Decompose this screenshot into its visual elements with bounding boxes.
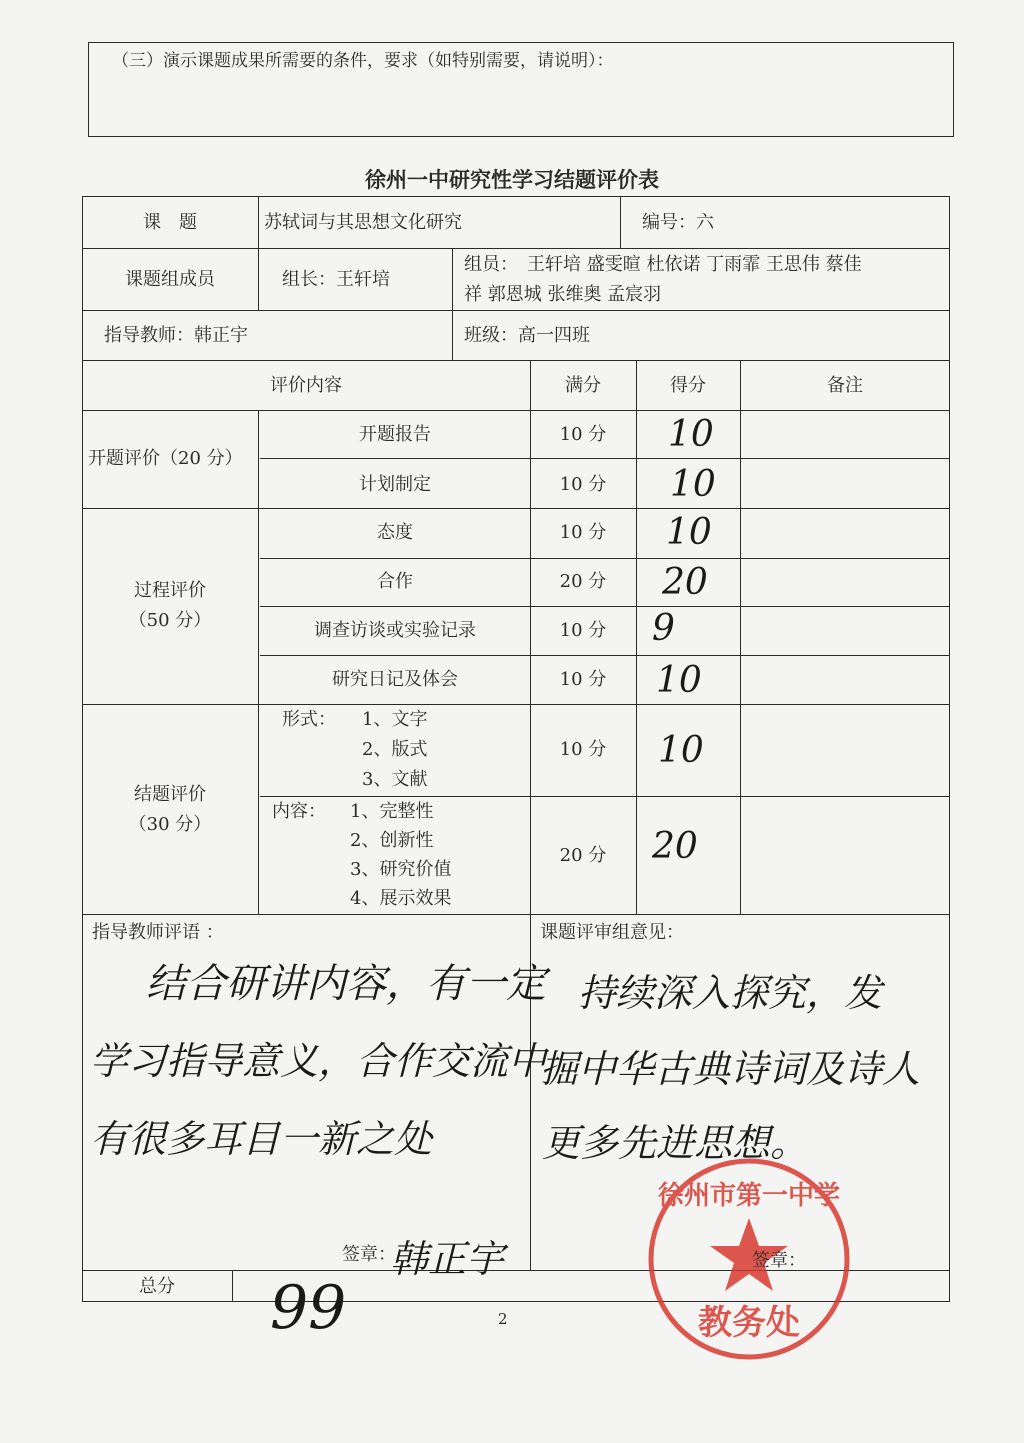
seal-icon — [646, 1156, 852, 1362]
item-label: 态度 — [377, 522, 413, 543]
item-label: 计划制定 — [359, 474, 431, 495]
item-label: 合作 — [377, 571, 413, 592]
rule — [82, 410, 950, 411]
rule — [260, 655, 950, 656]
rule — [260, 558, 950, 559]
rule — [232, 1270, 233, 1302]
topic-value: 苏轼词与其思想文化研究 — [264, 212, 462, 233]
content-block-full: 20 分 — [559, 845, 607, 866]
item-score: 10 — [668, 414, 714, 455]
form-block-label: 形式： — [282, 709, 336, 730]
members-label: 课题组成员 — [125, 269, 215, 290]
content-block-item: 3、研究价值 — [350, 859, 452, 880]
item-label: 研究日记及体会 — [332, 669, 458, 690]
content-block-item: 2、创新性 — [350, 830, 434, 851]
rule — [636, 360, 637, 914]
item-full: 10 分 — [559, 424, 607, 445]
rule — [82, 360, 950, 361]
rule — [258, 410, 259, 914]
teacher-comment-label: 指导教师评语 ： — [92, 922, 224, 943]
teacher-signature: 韩正宇 — [390, 1237, 505, 1281]
rule — [82, 248, 950, 249]
class: 班级：高一四班 — [464, 325, 590, 346]
official-seal — [646, 1156, 852, 1362]
item-score: 10 — [670, 464, 716, 505]
leader: 组长：王轩培 — [282, 269, 390, 290]
item-score: 9 — [652, 608, 675, 649]
group-final: 结题评价 — [134, 784, 206, 805]
group-opening: 开题评价（20 分） — [88, 448, 243, 469]
group-final-points: （30 分） — [128, 814, 212, 835]
members-line1: 组员： 王轩培 盛雯暄 杜依诺 丁雨霏 王思伟 蔡佳 — [464, 254, 862, 275]
header-score: 得分 — [670, 375, 706, 396]
rule — [620, 196, 621, 248]
item-full: 10 分 — [559, 669, 607, 690]
teacher-sign-label: 签章： — [342, 1244, 396, 1265]
content-block-score: 20 — [652, 826, 698, 867]
rule — [82, 310, 950, 311]
total-label: 总分 — [139, 1276, 175, 1297]
teacher-comment-line: 有很多耳目一新之处 — [90, 1117, 433, 1161]
rule — [260, 796, 950, 797]
group-process-points: （50 分） — [128, 610, 212, 631]
item-full: 10 分 — [559, 474, 607, 495]
number-label: 编号：六 — [642, 212, 714, 233]
rule — [82, 704, 950, 705]
members-line2: 祥 郭恩城 张维奥 孟宸羽 — [464, 284, 662, 305]
seal-top-text: 徐州市第一中学 — [657, 1181, 841, 1211]
form-block-full: 10 分 — [559, 739, 607, 760]
review-line: 更多先进思想。 — [542, 1121, 809, 1165]
total-value: 99 — [270, 1273, 347, 1343]
review-label: 课题评审组意见： — [540, 922, 684, 943]
form-title: 徐州一中研究性学习结题评价表 — [365, 167, 659, 192]
rule — [260, 458, 950, 459]
teacher-comment-line: 结合研讲内容，有一定 — [146, 961, 546, 1007]
seal-bottom-text: 教务处 — [698, 1303, 800, 1343]
topic-label: 课 题 — [143, 212, 197, 233]
rule — [82, 914, 950, 915]
form-block-item: 3、文献 — [362, 769, 428, 790]
teacher-comment-line: 学习指导意义，合作交流中 — [90, 1039, 547, 1083]
content-block-label: 内容： — [272, 801, 326, 822]
form-block-item: 1、文字 — [362, 709, 428, 730]
review-line: 掘中华古典诗词及诗人 — [540, 1047, 921, 1091]
header-full: 满分 — [565, 375, 601, 396]
item-label: 开题报告 — [359, 424, 431, 445]
item-score: 10 — [656, 660, 702, 701]
advisor: 指导教师：韩正宇 — [104, 325, 248, 346]
header-note: 备注 — [827, 375, 863, 396]
review-line: 持续深入探究，发 — [578, 971, 883, 1015]
review-sign-label: 签章： — [752, 1250, 806, 1271]
rule — [260, 606, 950, 607]
rule — [740, 360, 741, 914]
item-full: 20 分 — [559, 571, 607, 592]
form-block-score: 10 — [658, 730, 704, 771]
item-full: 10 分 — [559, 620, 607, 641]
content-block-item: 4、展示效果 — [350, 888, 452, 909]
item-full: 10 分 — [559, 522, 607, 543]
group-process: 过程评价 — [134, 580, 206, 601]
header-content: 评价内容 — [270, 375, 342, 396]
item-label: 调查访谈或实验记录 — [314, 620, 476, 641]
page-number: 2 — [498, 1310, 508, 1328]
rule — [452, 248, 453, 360]
content-block-item: 1、完整性 — [350, 801, 434, 822]
item-score: 10 — [666, 512, 712, 553]
rule — [258, 196, 259, 310]
section3-label: （三）演示课题成果所需要的条件，要求（如特别需要，请说明）： — [112, 51, 614, 71]
item-score: 20 — [662, 562, 708, 603]
rule — [82, 508, 950, 509]
form-block-item: 2、版式 — [362, 739, 428, 760]
